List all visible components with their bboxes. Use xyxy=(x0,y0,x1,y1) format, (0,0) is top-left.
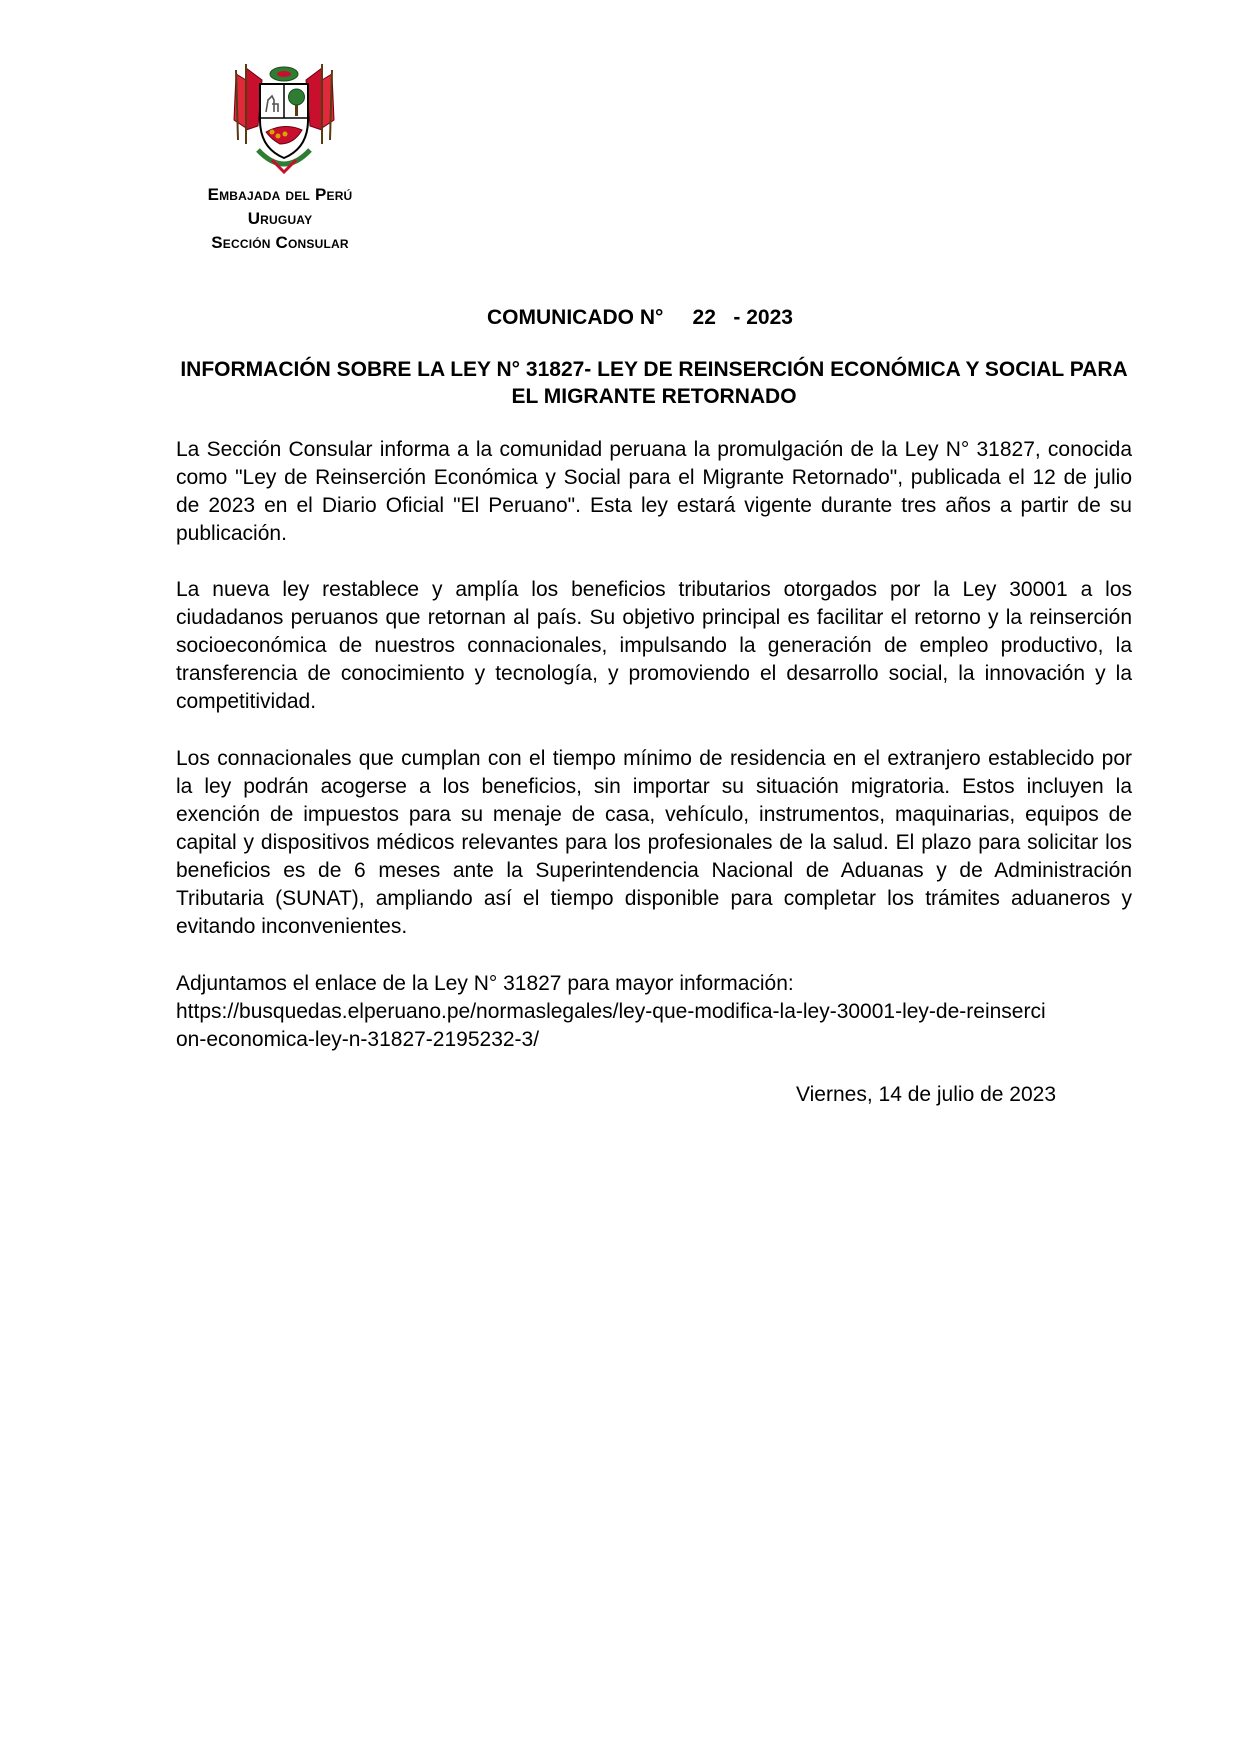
link-section xyxy=(176,970,1132,1054)
law-link[interactable]: https://busquedas.elperuano.pe/normaslegales/ley-que-modifica-la-ley-30001-ley-de-reinsercion-economica-ley-n-31827-2195232-3/ xyxy=(176,1000,1046,1051)
embassy-section: Sección Consular xyxy=(211,233,349,252)
embassy-name: Embajada del Perú xyxy=(207,185,353,204)
embassy-header xyxy=(150,183,410,255)
comunicado-number: COMUNICADO N° 22 - 2023 xyxy=(487,306,793,329)
paragraph-intro: La Sección Consular informa a la comunidad peruana la promulgación de la Ley N° 31827, conocida como "Ley de Reinserción Económica y Social para el Migrante Retornado", publicada el 12 de julio de 2023 en el Diario Oficial "El Peruano". Esta ley estará vigente durante tres años a partir de su publicación. xyxy=(176,438,1132,545)
link-intro: Adjuntamos el enlace de la Ley N° 31827 para mayor información: xyxy=(176,972,794,995)
paragraph-objective: La nueva ley restablece y amplía los beneficios tributarios otorgados por la Ley 30001 a los ciudadanos peruanos que retornan al país. Su objetivo principal es facilitar el retorno y la reinserción socioeconómica de nuestros connacionales, impulsando la generación de empleo productivo, la transferencia de conocimiento y tecnología, y promoviendo el desarrollo social, la innovación y la competitividad. xyxy=(176,578,1132,713)
paragraph-benefits: Los connacionales que cumplan con el tiempo mínimo de residencia en el extranjero establecido por la ley podrán acogerse a los beneficios, sin importar su situación migratoria. Estos incluyen la exención de impuestos para su menaje de casa, vehículo, instrumentos, maquinarias, equipos de capital y dispositivos médicos relevantes para los profesionales de la salud. El plazo para solicitar los beneficios es de 6 meses ante la Superintendencia Nacional de Aduanas y de Administración Tributaria (SUNAT), ampliando así el tiempo disponible para completar los trámites aduaneros y evitando inconvenientes. xyxy=(176,747,1132,938)
document-date: Viernes, 14 de julio de 2023 xyxy=(796,1083,1056,1106)
embassy-country: Uruguay xyxy=(247,209,313,228)
document-heading: INFORMACIÓN SOBRE LA LEY N° 31827- LEY DE REINSERCIÓN ECONÓMICA Y SOCIAL PARA EL MIGRANTE RETORNADO xyxy=(180,358,1128,408)
peru-coat-of-arms-icon xyxy=(228,60,340,178)
